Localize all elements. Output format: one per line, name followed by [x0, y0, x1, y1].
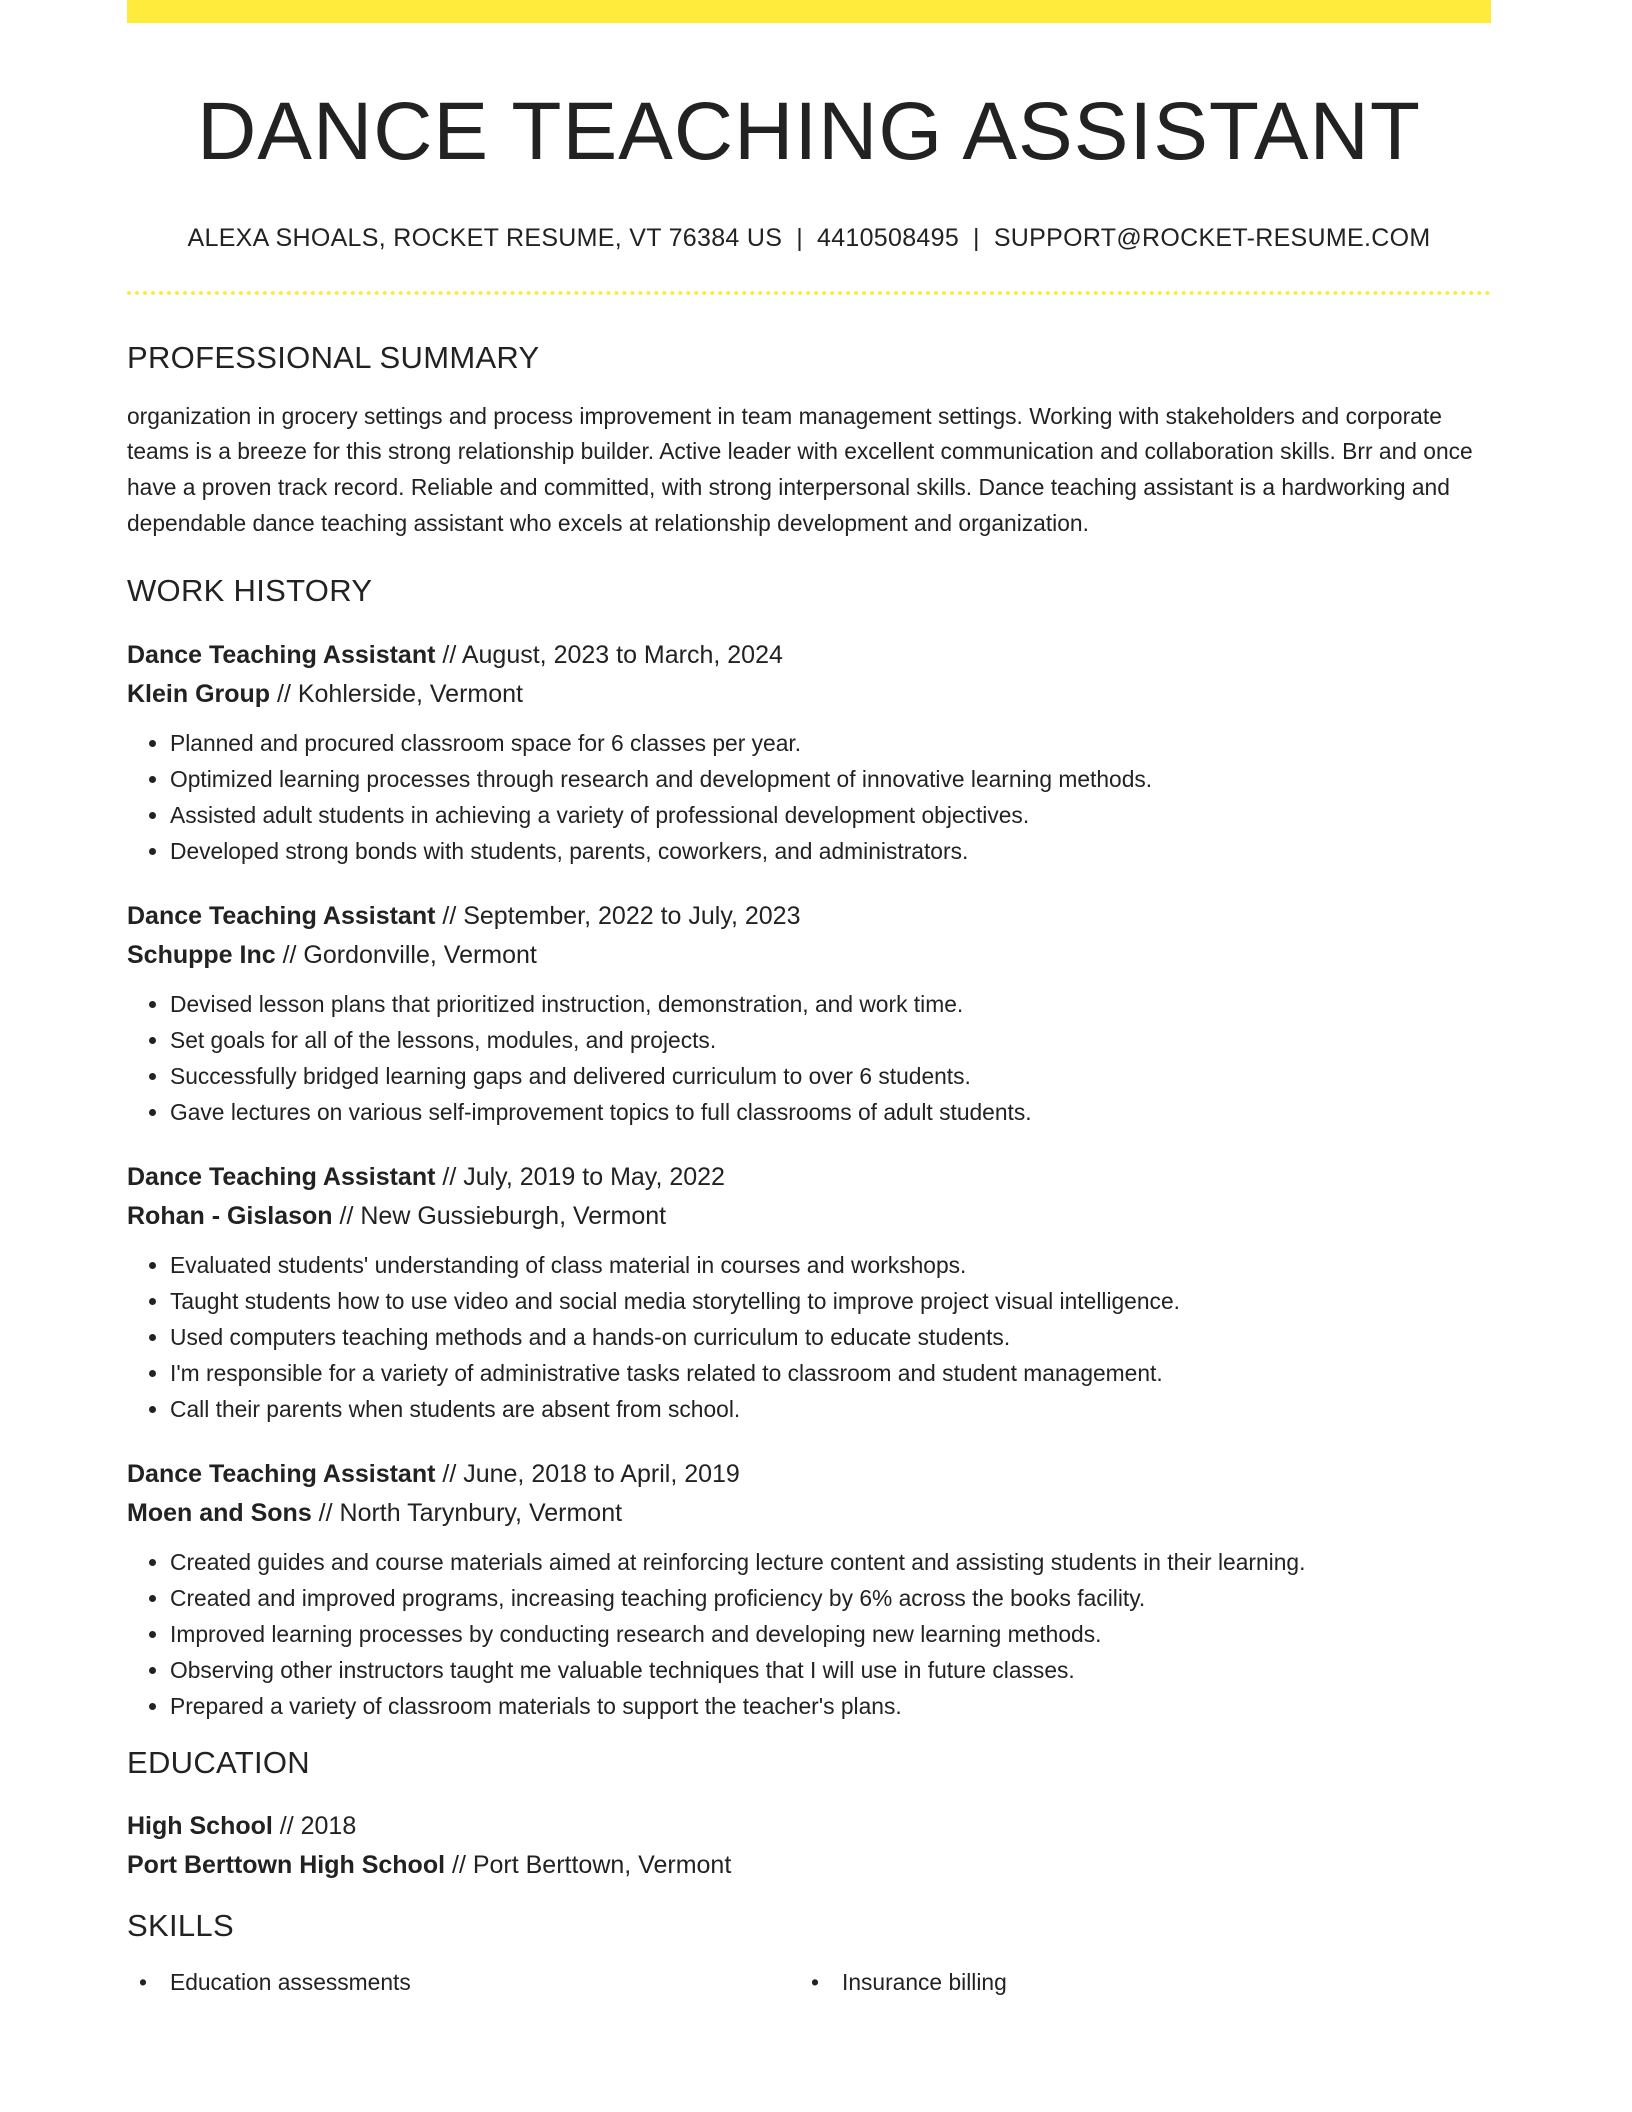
job-bullets	[127, 1544, 1491, 1724]
job-role-line	[127, 897, 1491, 936]
skill-item: • Education assessments	[127, 1964, 799, 2000]
job-bullets	[127, 986, 1491, 1130]
skills-heading: SKILLS	[127, 1907, 234, 1943]
job-company: Schuppe Inc	[127, 940, 276, 969]
job-dates: // June, 2018 to April, 2019	[435, 1459, 740, 1488]
job-bullet: • Gave lectures on various self-improvement topics to full classrooms of adult students.	[170, 1094, 1491, 1130]
job-bullet: • Prepared a variety of classroom materials to support the teacher's plans.	[170, 1688, 1491, 1724]
job-bullet: • I'm responsible for a variety of administrative tasks related to classroom and student management.	[170, 1355, 1491, 1391]
job-bullet: • Developed strong bonds with students, parents, coworkers, and administrators.	[170, 833, 1491, 869]
job-entry	[127, 1455, 1491, 1724]
contact-line	[127, 223, 1491, 253]
education-location: // Port Berttown, Vermont	[445, 1850, 732, 1879]
resume-content	[127, 23, 1491, 2000]
contact-email: SUPPORT@ROCKET-RESUME.COM	[993, 224, 1431, 253]
job-bullet: • Optimized learning processes through research and development of innovative learning methods.	[170, 761, 1491, 797]
job-bullet: • Devised lesson plans that prioritized instruction, demonstration, and work time.	[170, 986, 1491, 1022]
work-history-heading: WORK HISTORY	[127, 573, 373, 609]
job-bullet: • Successfully bridged learning gaps and delivered curriculum to over 6 students.	[170, 1058, 1491, 1094]
job-role-line	[127, 1158, 1491, 1197]
job-company: Moen and Sons	[127, 1498, 312, 1527]
job-bullet: • Created and improved programs, increasing teaching proficiency by 6% across the books facility.	[170, 1580, 1491, 1616]
job-entry	[127, 636, 1491, 869]
job-role: Dance Teaching Assistant	[127, 640, 436, 669]
job-location: // New Gussieburgh, Vermont	[332, 1201, 667, 1230]
job-bullet: • Created guides and course materials aimed at reinforcing lecture content and assisting students in their learning.	[170, 1544, 1491, 1580]
job-role: Dance Teaching Assistant	[127, 1162, 436, 1191]
job-role-line	[127, 1455, 1491, 1494]
contact-separator: |	[973, 224, 980, 253]
education-school-line	[127, 1846, 1491, 1885]
job-entry	[127, 1158, 1491, 1427]
education-year: // 2018	[272, 1811, 357, 1840]
job-location: // Gordonville, Vermont	[275, 940, 537, 969]
job-role-line	[127, 636, 1491, 675]
job-bullet: • Planned and procured classroom space for 6 classes per year.	[170, 725, 1491, 761]
resume-title: DANCE TEACHING ASSISTANT	[197, 86, 1421, 177]
contact-separator: |	[796, 224, 803, 253]
job-bullet: • Improved learning processes by conducting research and developing new learning methods.	[170, 1616, 1491, 1652]
job-dates: // September, 2022 to July, 2023	[435, 901, 801, 930]
summary-text: organization in grocery settings and process improvement in team management settings. Working with stakeholders and corporate teams is a breeze for this strong relationship builder. Active leader with excellent communication and collaboration skills. Brr and once have a proven track record. Reliable and committed, with strong interpersonal skills. Dance teaching assistant is a hardworking and dependable dance teaching assistant who excels at relationship development and organization.	[127, 402, 1473, 536]
skills-list	[127, 1964, 1491, 2000]
job-dates: // July, 2019 to May, 2022	[435, 1162, 725, 1191]
education-entry	[127, 1807, 1491, 1885]
job-bullets	[127, 725, 1491, 869]
job-bullet: • Used computers teaching methods and a hands-on curriculum to educate students.	[170, 1319, 1491, 1355]
education-school: Port Berttown High School	[127, 1850, 446, 1879]
education-degree-line	[127, 1807, 1491, 1846]
job-role: Dance Teaching Assistant	[127, 901, 436, 930]
job-bullet: • Evaluated students' understanding of class material in courses and workshops.	[170, 1247, 1491, 1283]
job-bullet: • Set goals for all of the lessons, modules, and projects.	[170, 1022, 1491, 1058]
job-company-line	[127, 1494, 1491, 1533]
job-dates: // August, 2023 to March, 2024	[435, 640, 783, 669]
skill-item: • Insurance billing	[799, 1964, 1471, 2000]
job-bullet: • Taught students how to use video and social media storytelling to improve project visual intelligence.	[170, 1283, 1491, 1319]
job-location: // North Tarynbury, Vermont	[311, 1498, 623, 1527]
job-bullet: • Assisted adult students in achieving a variety of professional development objectives.	[170, 797, 1491, 833]
education-heading: EDUCATION	[127, 1744, 310, 1780]
job-company: Rohan - Gislason	[127, 1201, 333, 1230]
job-company-line	[127, 675, 1491, 714]
top-accent-bar	[127, 0, 1491, 23]
dotted-divider	[127, 291, 1491, 295]
job-company-line	[127, 1197, 1491, 1236]
job-company-line	[127, 936, 1491, 975]
job-bullets	[127, 1247, 1491, 1427]
summary-heading: PROFESSIONAL SUMMARY	[127, 340, 540, 376]
job-location: // Kohlerside, Vermont	[270, 679, 523, 708]
job-bullet: • Call their parents when students are absent from school.	[170, 1391, 1491, 1427]
education-degree: High School	[127, 1811, 273, 1840]
contact-phone: 4410508495	[816, 224, 960, 253]
contact-address: ALEXA SHOALS, ROCKET RESUME, VT 76384 US	[187, 224, 783, 253]
job-entry	[127, 897, 1491, 1130]
job-role: Dance Teaching Assistant	[127, 1459, 436, 1488]
job-company: Klein Group	[127, 679, 271, 708]
job-bullet: • Observing other instructors taught me valuable techniques that I will use in future classes.	[170, 1652, 1491, 1688]
